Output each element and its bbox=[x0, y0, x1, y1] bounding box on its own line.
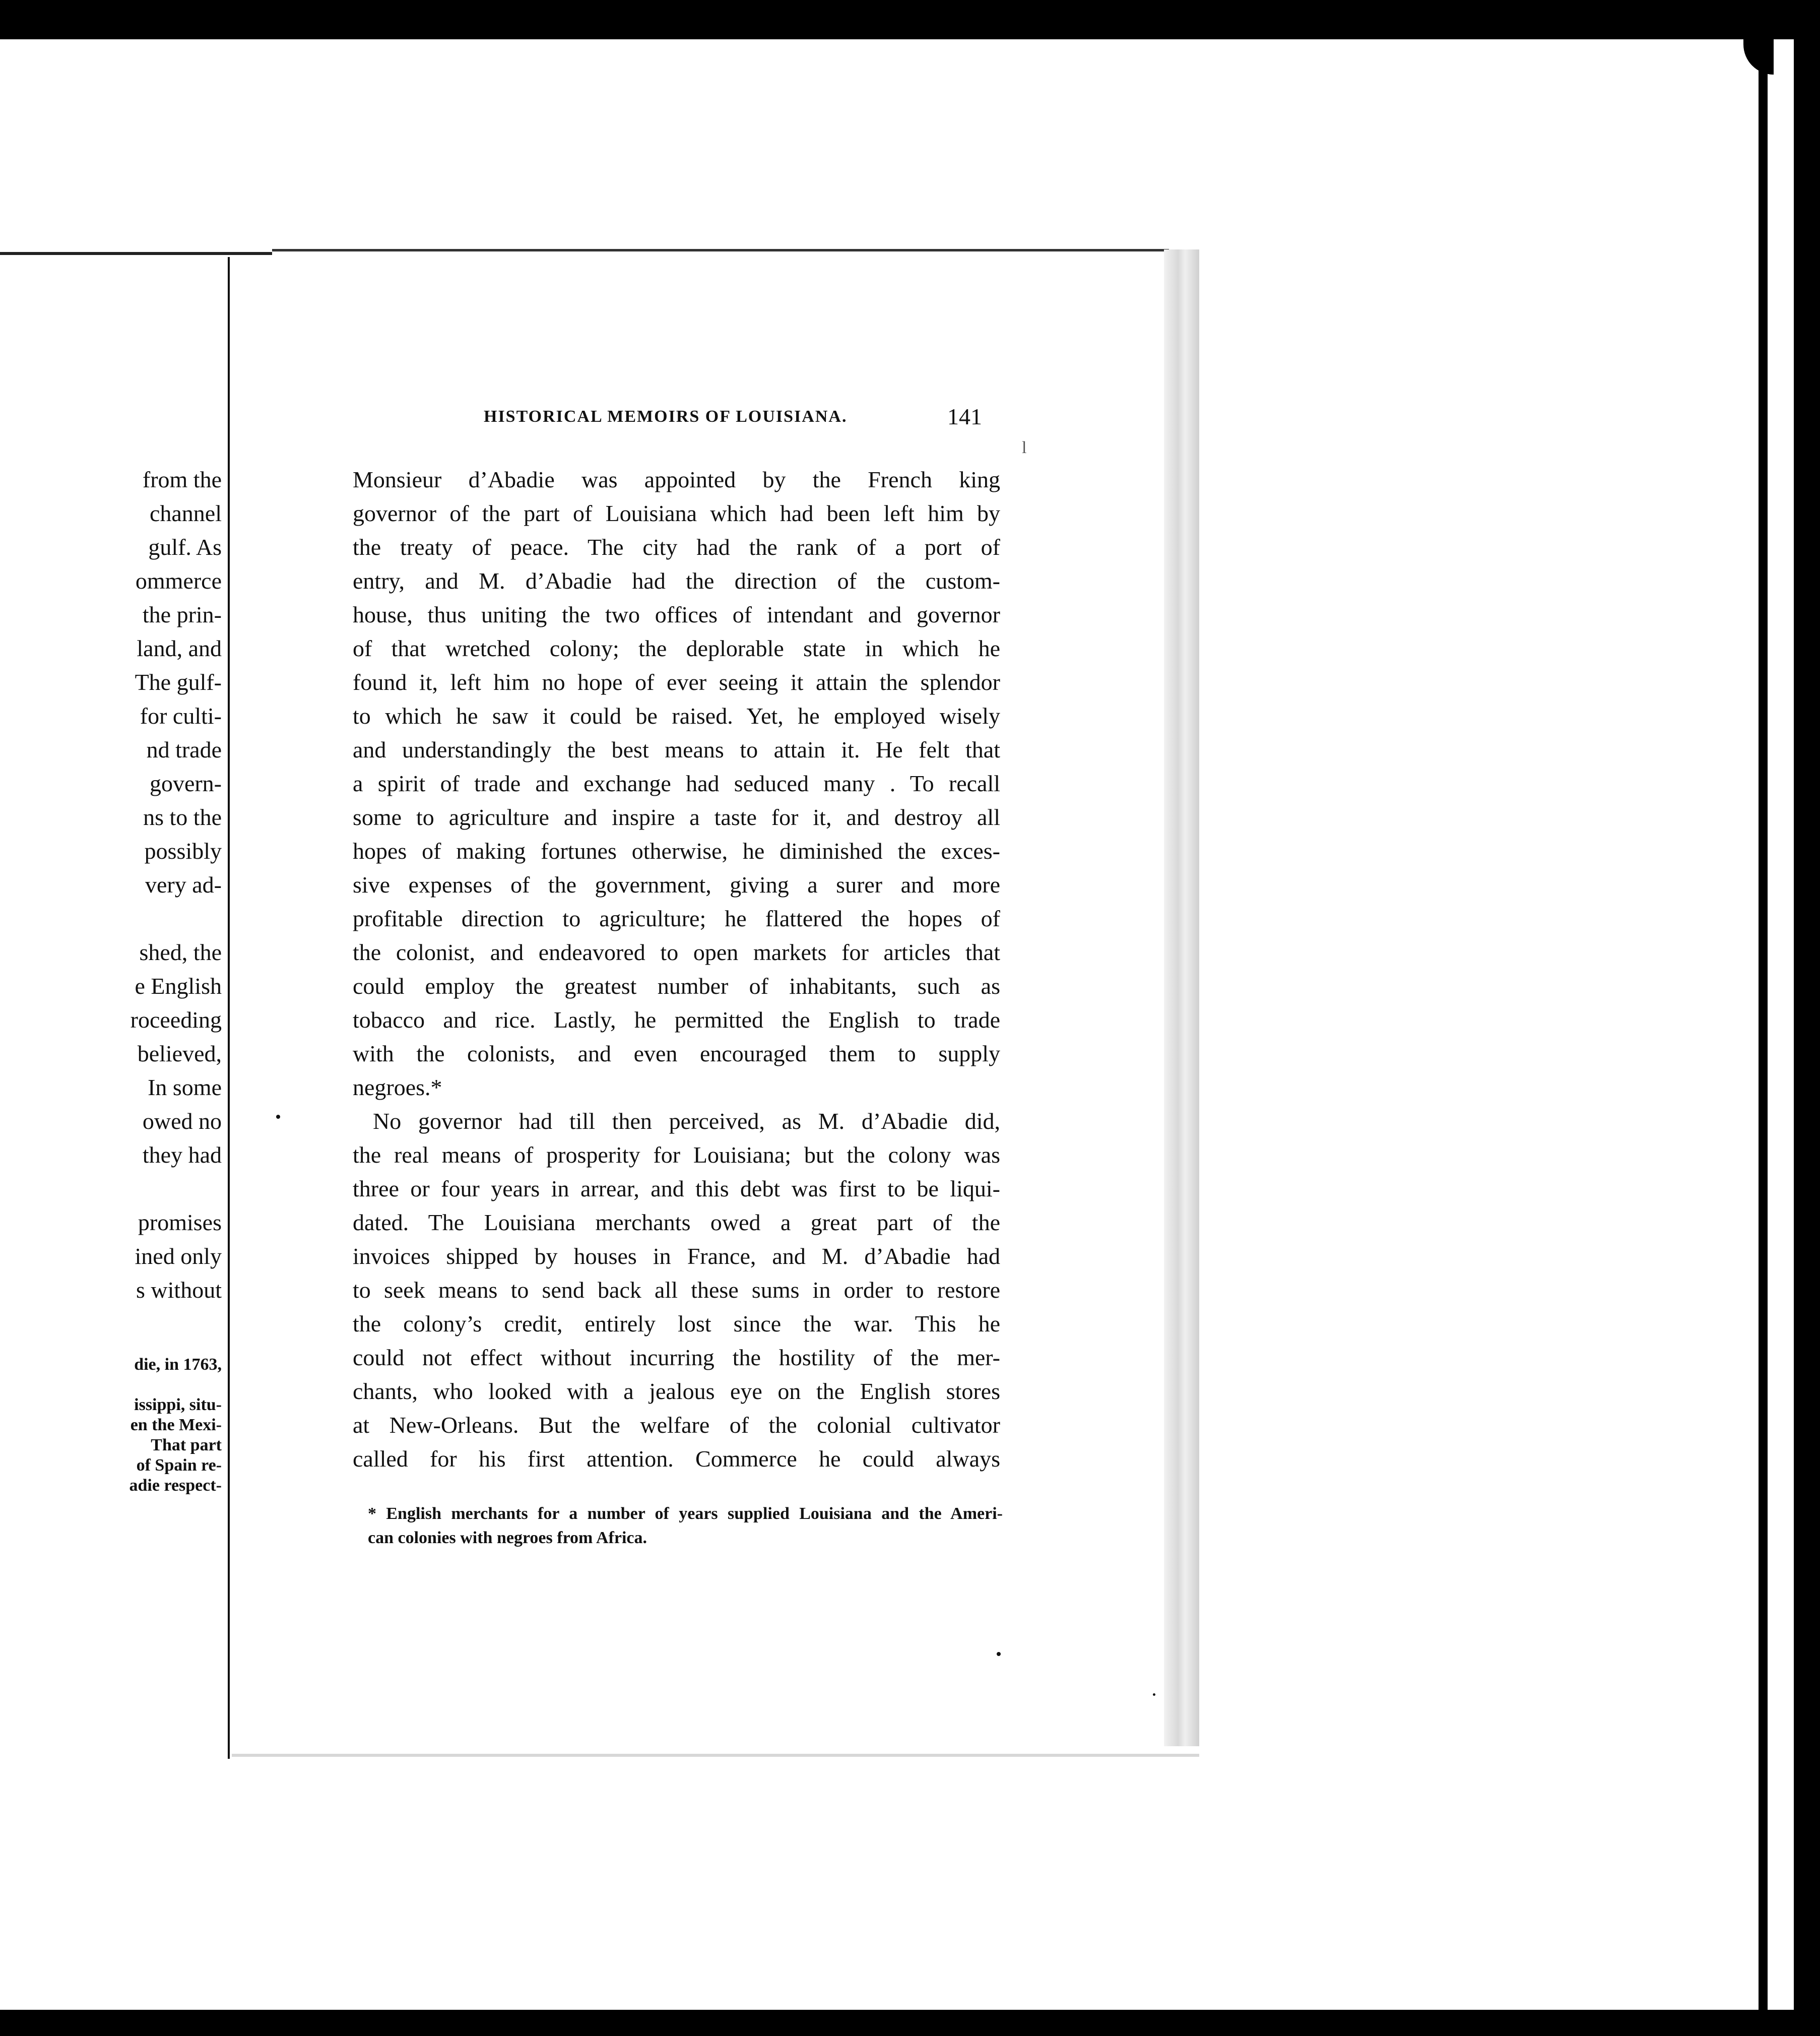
body-line: three or four years in arrear, and this debt was first to be liqui- bbox=[353, 1176, 1000, 1201]
body-line: sive expenses of the government, giving a surer and more bbox=[353, 872, 1000, 898]
body-line: could employ the greatest number of inhabitants, such as bbox=[353, 973, 1000, 999]
scan-speck bbox=[276, 1115, 280, 1119]
facing-page-line: land, and bbox=[137, 635, 222, 661]
facing-page-footnote-line: of Spain re- bbox=[136, 1456, 222, 1475]
facing-page-line: roceeding bbox=[130, 1007, 222, 1033]
body-line: called for his first attention. Commerce he could always bbox=[353, 1446, 1000, 1472]
body-text bbox=[353, 463, 1000, 1476]
gutter-line bbox=[228, 257, 230, 1759]
margin-mark: l bbox=[1022, 438, 1027, 457]
body-line: found it, left him no hope of ever seeing it attain the splendor bbox=[353, 669, 1000, 695]
body-line: the real means of prosperity for Louisiana; but the colony was bbox=[353, 1142, 1000, 1168]
body-line: to which he saw it could be raised. Yet, he employed wisely bbox=[353, 703, 1000, 729]
body-line: dated. The Louisiana merchants owed a great part of the bbox=[353, 1210, 1000, 1235]
page-edge-shadow bbox=[1164, 249, 1199, 1746]
body-line: Monsieur d’Abadie was appointed by the French king bbox=[353, 467, 1000, 492]
body-line: some to agriculture and inspire a taste for it, and destroy all bbox=[353, 804, 1000, 830]
facing-page-line: ns to the bbox=[143, 804, 222, 830]
body-line: No governor had till then perceived, as M. d’Abadie did, bbox=[373, 1108, 1000, 1134]
body-line: hopes of making fortunes otherwise, he diminished the exces- bbox=[353, 838, 1000, 864]
body-line: could not effect without incurring the hostility of the mer- bbox=[353, 1345, 1000, 1370]
body-line: invoices shipped by houses in France, and M. d’Abadie had bbox=[353, 1243, 1000, 1269]
facing-page-line: owed no bbox=[142, 1108, 222, 1134]
body-line: a spirit of trade and exchange had seduced many . To recall bbox=[353, 771, 1000, 796]
facing-page-footnote-line: That part bbox=[151, 1436, 222, 1454]
running-head bbox=[353, 403, 988, 433]
footnote bbox=[368, 1502, 1003, 1550]
facing-page-line: promises bbox=[138, 1210, 222, 1235]
scan-speck bbox=[997, 1652, 1001, 1656]
facing-page-line: In some bbox=[148, 1074, 222, 1100]
facing-page-line: the prin- bbox=[142, 602, 222, 627]
footnote-line: * English merchants for a number of years supplied Louisiana and the Ameri- bbox=[368, 1504, 1003, 1523]
scan-border-right-inner bbox=[1759, 71, 1768, 2011]
body-line: house, thus uniting the two offices of intendant and governor bbox=[353, 602, 1000, 627]
facing-page-line: ined only bbox=[135, 1243, 222, 1269]
body-line: and understandingly the best means to attain it. He felt that bbox=[353, 737, 1000, 762]
facing-page-line: s without bbox=[136, 1277, 222, 1303]
facing-page-line: believed, bbox=[137, 1041, 222, 1066]
body-line: profitable direction to agriculture; he flattered the hopes of bbox=[353, 906, 1000, 931]
scan-border-corner bbox=[1743, 39, 1774, 75]
page-top-edge bbox=[272, 249, 1169, 251]
body-line: tobacco and rice. Lastly, he permitted the English to trade bbox=[353, 1007, 1000, 1033]
scan-border-top bbox=[0, 0, 1820, 39]
body-line: the colony’s credit, entirely lost since the war. This he bbox=[353, 1311, 1000, 1337]
facing-page-line: for culti- bbox=[140, 703, 222, 729]
body-line: entry, and M. d’Abadie had the direction of the custom- bbox=[353, 568, 1000, 594]
scan-border-bottom bbox=[0, 2010, 1820, 2036]
facing-page-line: nd trade bbox=[146, 737, 222, 762]
facing-page-rule bbox=[0, 252, 272, 255]
facing-page-line: The gulf- bbox=[135, 669, 222, 695]
page-bottom-edge bbox=[232, 1754, 1199, 1757]
body-line: the treaty of peace. The city had the rank of a port of bbox=[353, 534, 1000, 560]
body-line: the colonist, and endeavored to open markets for articles that bbox=[353, 939, 1000, 965]
facing-page-footnote-line: en the Mexi- bbox=[130, 1416, 222, 1434]
scan-border-right bbox=[1794, 0, 1820, 2036]
facing-page-line: e English bbox=[135, 973, 222, 999]
body-line: at New-Orleans. But the welfare of the colonial cultivator bbox=[353, 1412, 1000, 1438]
footnote-line: can colonies with negroes from Africa. bbox=[368, 1529, 647, 1547]
page-number: 141 bbox=[947, 404, 982, 429]
facing-page-footnote-line: adie respect- bbox=[129, 1476, 222, 1495]
body-line: of that wretched colony; the deplorable state in which he bbox=[353, 635, 1000, 661]
facing-page-line: ommerce bbox=[135, 568, 222, 594]
body-line: to seek means to send back all these sums in order to restore bbox=[353, 1277, 1000, 1303]
facing-page-line: they had bbox=[142, 1142, 222, 1168]
running-title: HISTORICAL MEMOIRS OF LOUISIANA. bbox=[484, 407, 848, 426]
facing-page-footnote-line: issippi, situ- bbox=[134, 1395, 222, 1414]
scan-speck bbox=[1153, 1693, 1155, 1696]
body-line: with the colonists, and even encouraged them to supply bbox=[353, 1041, 1000, 1066]
facing-page-line: possibly bbox=[144, 838, 222, 864]
facing-page-line: channel bbox=[149, 500, 222, 526]
body-line: governor of the part of Louisiana which had been left him by bbox=[353, 500, 1000, 526]
facing-page bbox=[0, 252, 222, 1764]
facing-page-line: from the bbox=[142, 467, 222, 492]
facing-page-line: gulf. As bbox=[148, 534, 222, 560]
body-line: chants, who looked with a jealous eye on the English stores bbox=[353, 1378, 1000, 1404]
facing-page-line: very ad- bbox=[145, 872, 222, 898]
facing-page-footnote-line: die, in 1763, bbox=[134, 1355, 222, 1374]
facing-page-line: govern- bbox=[149, 771, 222, 796]
body-line: negroes.* bbox=[353, 1074, 442, 1100]
facing-page-line: shed, the bbox=[139, 939, 222, 965]
